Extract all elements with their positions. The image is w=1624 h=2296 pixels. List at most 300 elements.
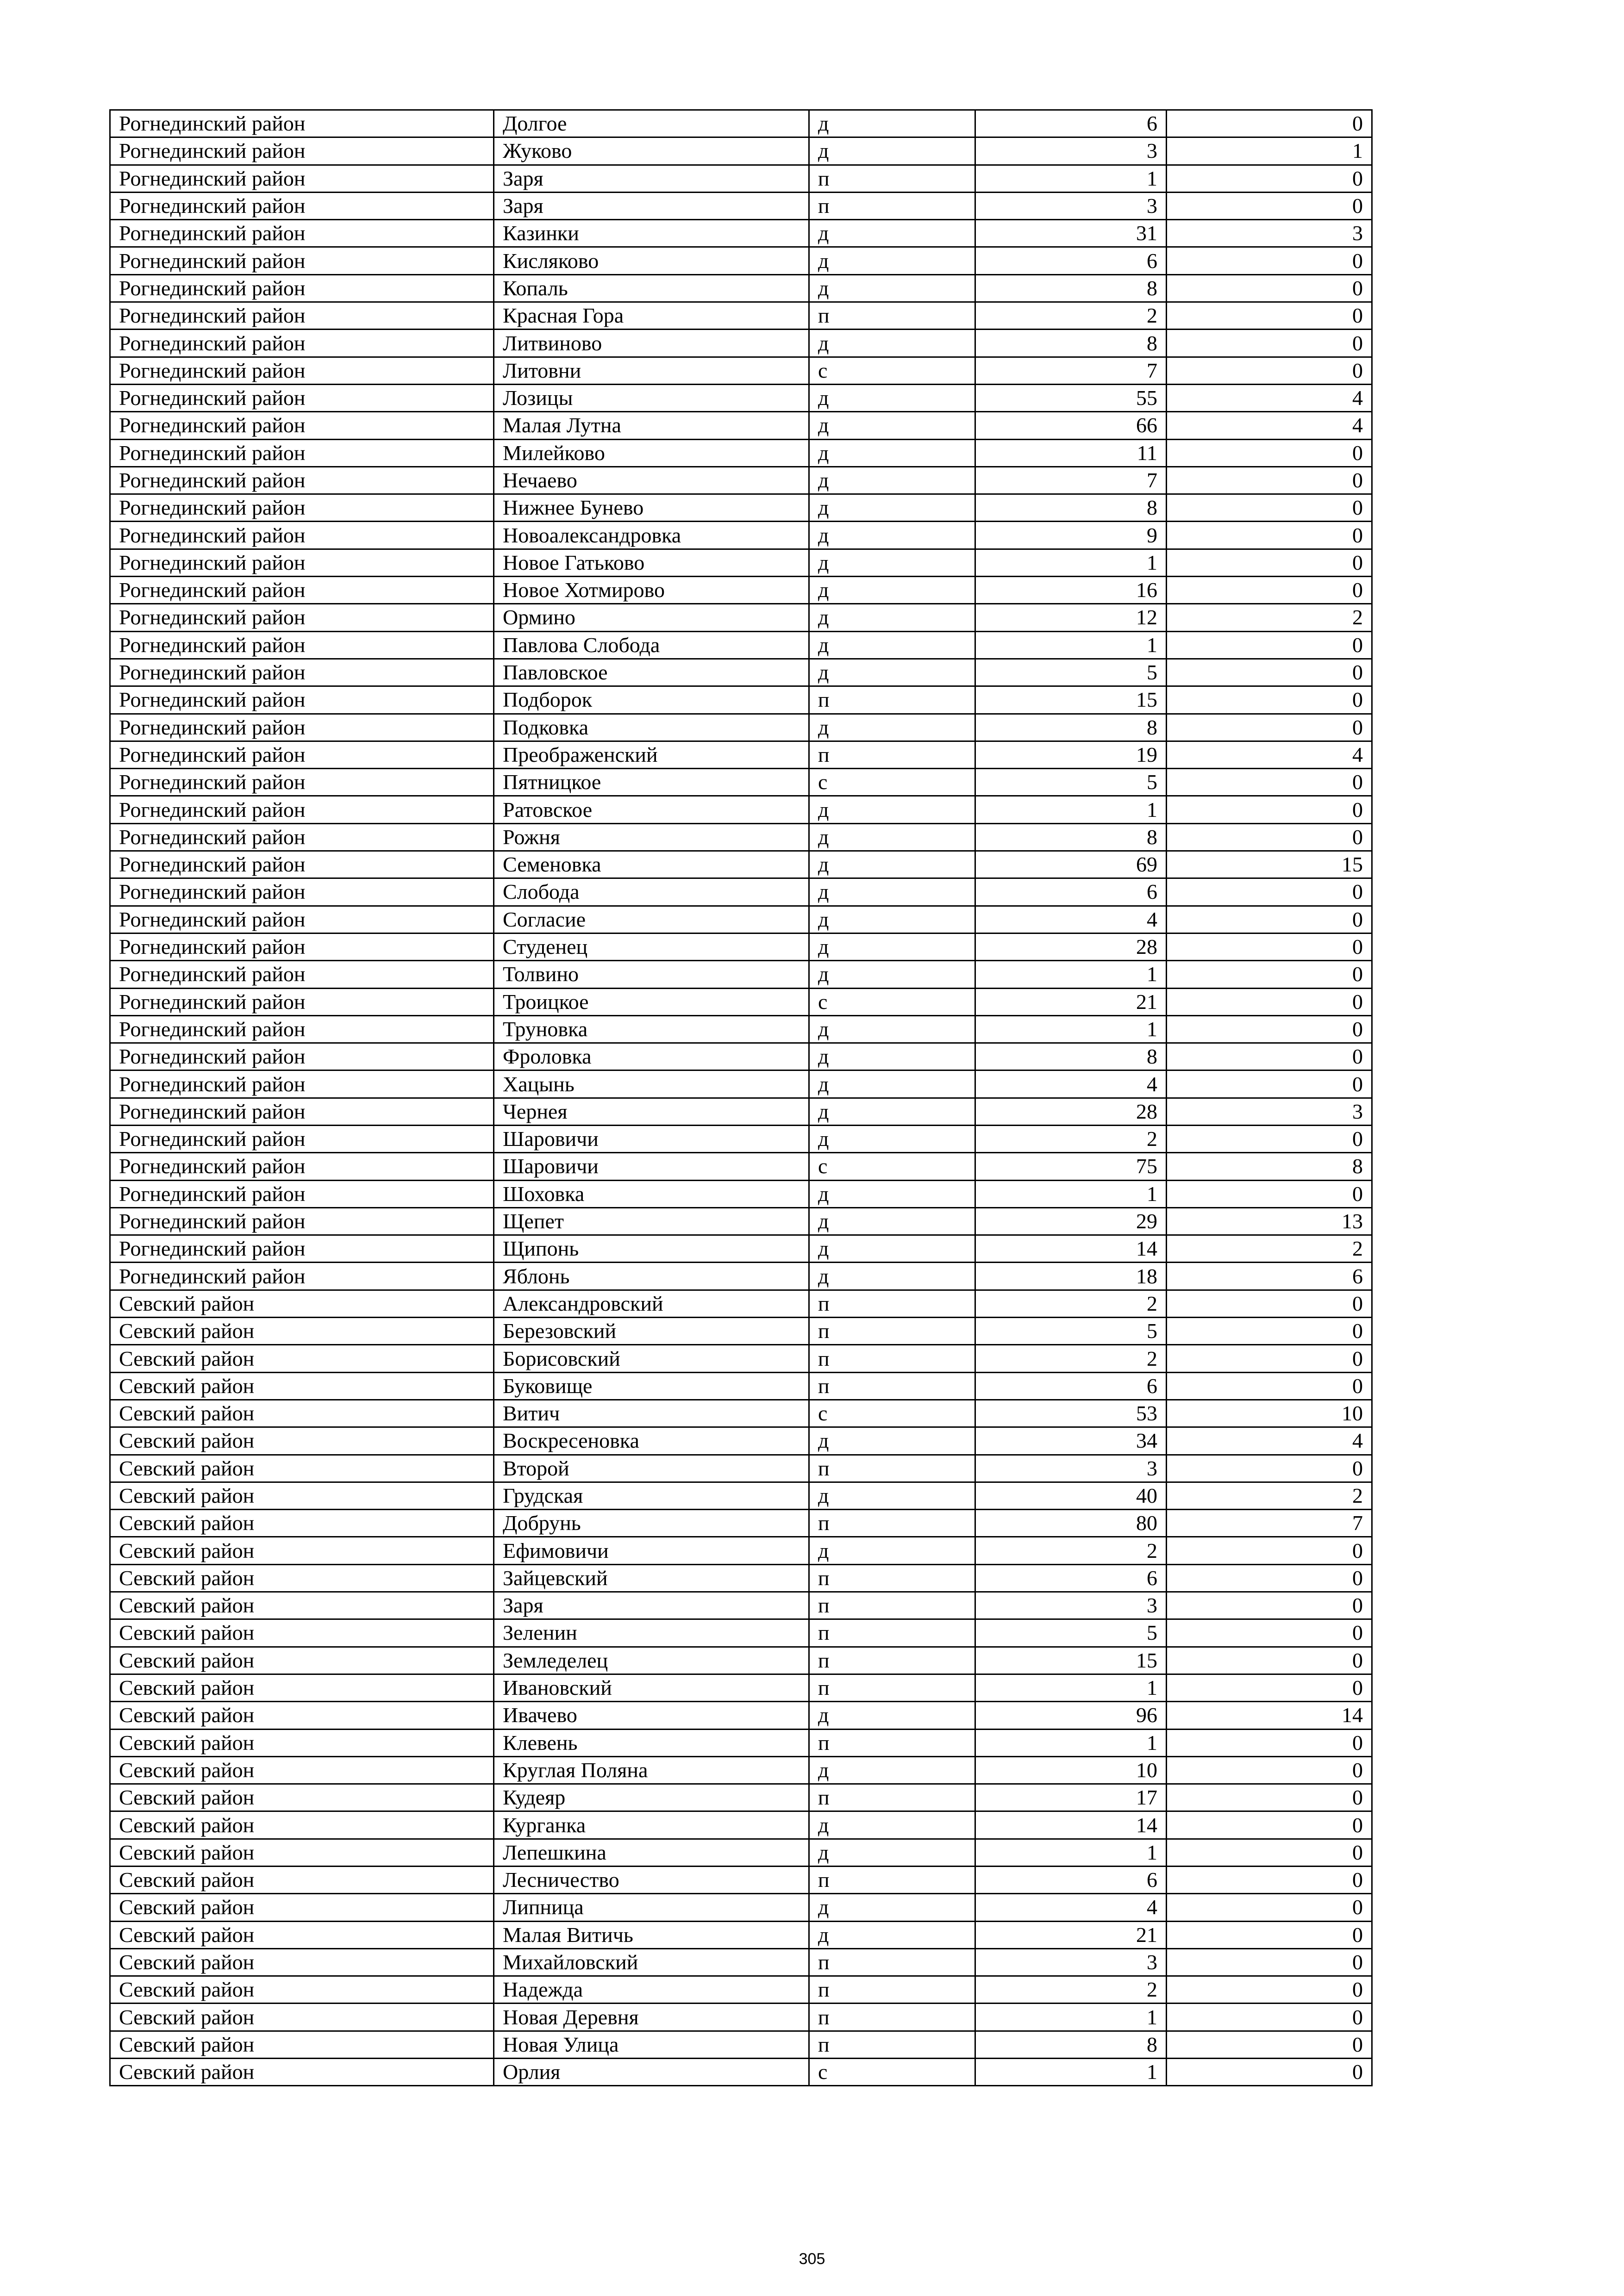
settlement-cell: Ефимовичи [494, 1537, 809, 1564]
count-cell: 15 [975, 1647, 1167, 1674]
settlement-cell: Нечаево [494, 467, 809, 494]
district-cell: Севский район [110, 1510, 494, 1537]
count-cell: 16 [975, 577, 1167, 604]
count2-cell: 0 [1167, 659, 1372, 686]
table-row [110, 1564, 1372, 1592]
count2-cell: 0 [1167, 1729, 1372, 1756]
type-cell: д [809, 1070, 975, 1098]
type-cell: д [809, 714, 975, 741]
settlement-cell: Второй [494, 1455, 809, 1482]
settlement-cell: Труновка [494, 1015, 809, 1043]
count2-cell: 0 [1167, 1921, 1372, 1948]
settlement-cell: Шоховка [494, 1180, 809, 1207]
count-cell: 6 [975, 1564, 1167, 1592]
count2-cell: 4 [1167, 384, 1372, 411]
type-cell: д [809, 220, 975, 247]
settlement-cell: Заря [494, 165, 809, 192]
count2-cell: 0 [1167, 1125, 1372, 1152]
count2-cell: 0 [1167, 549, 1372, 576]
type-cell: п [809, 1948, 975, 1976]
table-row [110, 1153, 1372, 1180]
table-row [110, 933, 1372, 960]
type-cell: д [809, 1894, 975, 1921]
type-cell: д [809, 439, 975, 467]
settlement-cell: Ивановский [494, 1674, 809, 1701]
table-row [110, 1455, 1372, 1482]
count2-cell: 0 [1167, 906, 1372, 933]
district-cell: Севский район [110, 2059, 494, 2086]
settlement-cell: Фроловка [494, 1043, 809, 1070]
count-cell: 14 [975, 1811, 1167, 1839]
type-cell: д [809, 137, 975, 165]
count-cell: 1 [975, 1015, 1167, 1043]
district-cell: Рогнединский район [110, 988, 494, 1015]
count2-cell: 0 [1167, 1345, 1372, 1372]
table-row [110, 1345, 1372, 1372]
district-cell: Рогнединский район [110, 1098, 494, 1125]
type-cell: д [809, 631, 975, 659]
count2-cell: 0 [1167, 1894, 1372, 1921]
count-cell: 8 [975, 1043, 1167, 1070]
table-row [110, 1921, 1372, 1948]
table-row [110, 1592, 1372, 1619]
district-cell: Рогнединский район [110, 192, 494, 219]
count2-cell: 0 [1167, 631, 1372, 659]
settlement-cell: Рожня [494, 823, 809, 851]
district-cell: Севский район [110, 1811, 494, 1839]
table-row [110, 1427, 1372, 1455]
count-cell: 5 [975, 659, 1167, 686]
settlement-cell: Студенец [494, 933, 809, 960]
count-cell: 1 [975, 1839, 1167, 1866]
district-cell: Рогнединский район [110, 1263, 494, 1290]
district-cell: Рогнединский район [110, 1015, 494, 1043]
count-cell: 1 [975, 1729, 1167, 1756]
district-cell: Севский район [110, 1894, 494, 1921]
settlement-cell: Воскресеновка [494, 1427, 809, 1455]
type-cell: д [809, 467, 975, 494]
count-cell: 75 [975, 1153, 1167, 1180]
count2-cell: 0 [1167, 1592, 1372, 1619]
count2-cell: 0 [1167, 577, 1372, 604]
type-cell: с [809, 357, 975, 384]
count2-cell: 8 [1167, 1153, 1372, 1180]
settlement-cell: Орлия [494, 2059, 809, 2086]
settlement-cell: Лесничество [494, 1867, 809, 1894]
table-row [110, 274, 1372, 302]
district-cell: Рогнединский район [110, 604, 494, 631]
district-cell: Рогнединский район [110, 878, 494, 906]
table-row [110, 1948, 1372, 1976]
table-row [110, 878, 1372, 906]
count-cell: 8 [975, 823, 1167, 851]
count-cell: 14 [975, 1235, 1167, 1263]
type-cell: д [809, 1921, 975, 1948]
table-row [110, 769, 1372, 796]
table-row [110, 1263, 1372, 1290]
table-row [110, 604, 1372, 631]
count2-cell: 0 [1167, 274, 1372, 302]
count-cell: 5 [975, 1318, 1167, 1345]
type-cell: п [809, 1647, 975, 1674]
count-cell: 1 [975, 961, 1167, 988]
settlement-cell: Липница [494, 1894, 809, 1921]
count-cell: 6 [975, 1372, 1167, 1400]
type-cell: д [809, 1235, 975, 1263]
district-cell: Севский район [110, 1674, 494, 1701]
table-row [110, 549, 1372, 576]
table-row [110, 988, 1372, 1015]
table-row [110, 1235, 1372, 1263]
district-cell: Рогнединский район [110, 467, 494, 494]
settlement-cell: Зеленин [494, 1619, 809, 1647]
count2-cell: 0 [1167, 1015, 1372, 1043]
district-cell: Севский район [110, 1427, 494, 1455]
count2-cell: 0 [1167, 192, 1372, 219]
district-cell: Рогнединский район [110, 494, 494, 522]
count2-cell: 0 [1167, 165, 1372, 192]
type-cell: п [809, 1290, 975, 1317]
table-row [110, 906, 1372, 933]
table-row [110, 823, 1372, 851]
count-cell: 6 [975, 110, 1167, 137]
count2-cell: 0 [1167, 1043, 1372, 1070]
count2-cell: 0 [1167, 1318, 1372, 1345]
table-row [110, 961, 1372, 988]
district-cell: Рогнединский район [110, 741, 494, 768]
count-cell: 3 [975, 137, 1167, 165]
count2-cell: 0 [1167, 1290, 1372, 1317]
district-cell: Севский район [110, 1592, 494, 1619]
type-cell: п [809, 1455, 975, 1482]
settlement-cell: Новая Деревня [494, 2004, 809, 2031]
table-row [110, 851, 1372, 878]
count2-cell: 0 [1167, 522, 1372, 549]
count-cell: 69 [975, 851, 1167, 878]
settlement-cell: Кудеяр [494, 1784, 809, 1811]
count-cell: 11 [975, 439, 1167, 467]
settlement-cell: Долгое [494, 110, 809, 137]
district-cell: Севский район [110, 1619, 494, 1647]
district-cell: Рогнединский район [110, 357, 494, 384]
type-cell: д [809, 110, 975, 137]
district-cell: Рогнединский район [110, 522, 494, 549]
count-cell: 1 [975, 165, 1167, 192]
district-cell: Рогнединский район [110, 302, 494, 330]
settlement-cell: Заря [494, 192, 809, 219]
type-cell: с [809, 2059, 975, 2086]
count-cell: 29 [975, 1207, 1167, 1235]
table-row [110, 192, 1372, 219]
type-cell: п [809, 1784, 975, 1811]
type-cell: д [809, 1482, 975, 1509]
count2-cell: 0 [1167, 988, 1372, 1015]
district-cell: Рогнединский район [110, 769, 494, 796]
settlement-cell: Казинки [494, 220, 809, 247]
count-cell: 1 [975, 796, 1167, 823]
type-cell: п [809, 1345, 975, 1372]
table-row [110, 220, 1372, 247]
table-row [110, 1702, 1372, 1729]
type-cell: с [809, 988, 975, 1015]
count2-cell: 0 [1167, 1948, 1372, 1976]
type-cell: д [809, 494, 975, 522]
type-cell: п [809, 2004, 975, 2031]
count2-cell: 3 [1167, 220, 1372, 247]
district-cell: Рогнединский район [110, 961, 494, 988]
settlement-cell: Борисовский [494, 1345, 809, 1372]
district-cell: Рогнединский район [110, 823, 494, 851]
count2-cell: 2 [1167, 1482, 1372, 1509]
district-cell: Севский район [110, 1482, 494, 1509]
type-cell: п [809, 192, 975, 219]
count2-cell: 4 [1167, 1427, 1372, 1455]
type-cell: п [809, 686, 975, 714]
table-row [110, 1207, 1372, 1235]
count2-cell: 14 [1167, 1702, 1372, 1729]
type-cell: д [809, 1015, 975, 1043]
district-cell: Севский район [110, 1702, 494, 1729]
count-cell: 19 [975, 741, 1167, 768]
type-cell: д [809, 1537, 975, 1564]
count2-cell: 0 [1167, 1784, 1372, 1811]
type-cell: п [809, 1318, 975, 1345]
table-row [110, 165, 1372, 192]
settlement-cell: Михайловский [494, 1948, 809, 1976]
district-cell: Рогнединский район [110, 110, 494, 137]
settlement-cell: Павловское [494, 659, 809, 686]
count2-cell: 4 [1167, 741, 1372, 768]
count-cell: 40 [975, 1482, 1167, 1509]
count2-cell: 0 [1167, 1372, 1372, 1400]
table-row [110, 1098, 1372, 1125]
table-row [110, 1811, 1372, 1839]
district-cell: Рогнединский район [110, 714, 494, 741]
count-cell: 2 [975, 1290, 1167, 1317]
table-row [110, 1976, 1372, 2004]
table-row [110, 137, 1372, 165]
settlement-cell: Надежда [494, 1976, 809, 2004]
settlement-cell: Милейково [494, 439, 809, 467]
count2-cell: 0 [1167, 1619, 1372, 1647]
table-row [110, 631, 1372, 659]
district-cell: Севский район [110, 1455, 494, 1482]
settlement-cell: Павлова Слобода [494, 631, 809, 659]
settlement-cell: Чернея [494, 1098, 809, 1125]
district-cell: Рогнединский район [110, 330, 494, 357]
district-cell: Севский район [110, 1318, 494, 1345]
table-row [110, 494, 1372, 522]
table-row [110, 1537, 1372, 1564]
table-row [110, 1619, 1372, 1647]
type-cell: д [809, 851, 975, 878]
count-cell: 8 [975, 714, 1167, 741]
count2-cell: 7 [1167, 1510, 1372, 1537]
count-cell: 18 [975, 1263, 1167, 1290]
settlement-cell: Витич [494, 1400, 809, 1427]
district-cell: Рогнединский район [110, 384, 494, 411]
type-cell: д [809, 796, 975, 823]
type-cell: д [809, 1427, 975, 1455]
count2-cell: 0 [1167, 1070, 1372, 1098]
settlement-cell: Красная Гора [494, 302, 809, 330]
count2-cell: 0 [1167, 933, 1372, 960]
district-cell: Севский район [110, 1290, 494, 1317]
table-row [110, 659, 1372, 686]
count2-cell: 0 [1167, 2031, 1372, 2058]
settlement-cell: Малая Лутна [494, 412, 809, 439]
type-cell: д [809, 659, 975, 686]
count2-cell: 0 [1167, 1674, 1372, 1701]
count2-cell: 0 [1167, 110, 1372, 137]
count-cell: 2 [975, 302, 1167, 330]
table-row [110, 2004, 1372, 2031]
count2-cell: 0 [1167, 1564, 1372, 1592]
settlement-cell: Ормино [494, 604, 809, 631]
count-cell: 5 [975, 1619, 1167, 1647]
type-cell: д [809, 577, 975, 604]
district-cell: Рогнединский район [110, 686, 494, 714]
count2-cell: 0 [1167, 1839, 1372, 1866]
settlement-cell: Щепет [494, 1207, 809, 1235]
district-cell: Рогнединский район [110, 137, 494, 165]
type-cell: д [809, 933, 975, 960]
count2-cell: 0 [1167, 1647, 1372, 1674]
count-cell: 8 [975, 494, 1167, 522]
count-cell: 9 [975, 522, 1167, 549]
table-row [110, 1729, 1372, 1756]
settlement-cell: Заря [494, 1592, 809, 1619]
settlement-cell: Подборок [494, 686, 809, 714]
settlement-cell: Клевень [494, 1729, 809, 1756]
count2-cell: 10 [1167, 1400, 1372, 1427]
count-cell: 8 [975, 274, 1167, 302]
district-cell: Рогнединский район [110, 1153, 494, 1180]
district-cell: Севский район [110, 1400, 494, 1427]
table-row [110, 467, 1372, 494]
type-cell: д [809, 274, 975, 302]
count-cell: 12 [975, 604, 1167, 631]
table-row [110, 1400, 1372, 1427]
settlement-cell: Троицкое [494, 988, 809, 1015]
type-cell: д [809, 384, 975, 411]
table-row [110, 1647, 1372, 1674]
district-cell: Севский район [110, 1345, 494, 1372]
settlement-cell: Зайцевский [494, 1564, 809, 1592]
count-cell: 6 [975, 878, 1167, 906]
district-cell: Рогнединский район [110, 220, 494, 247]
district-cell: Севский район [110, 2004, 494, 2031]
type-cell: п [809, 741, 975, 768]
district-cell: Севский район [110, 1784, 494, 1811]
count-cell: 8 [975, 330, 1167, 357]
count-cell: 28 [975, 1098, 1167, 1125]
table-row [110, 110, 1372, 137]
table-row [110, 2031, 1372, 2058]
count2-cell: 2 [1167, 1235, 1372, 1263]
type-cell: п [809, 1867, 975, 1894]
settlement-cell: Лозицы [494, 384, 809, 411]
count-cell: 4 [975, 1894, 1167, 1921]
settlement-cell: Подковка [494, 714, 809, 741]
type-cell: д [809, 823, 975, 851]
settlement-cell: Ратовское [494, 796, 809, 823]
count2-cell: 0 [1167, 247, 1372, 274]
type-cell: п [809, 1592, 975, 1619]
count-cell: 4 [975, 1070, 1167, 1098]
count2-cell: 0 [1167, 330, 1372, 357]
count2-cell: 0 [1167, 357, 1372, 384]
count-cell: 5 [975, 769, 1167, 796]
table-row [110, 1043, 1372, 1070]
count-cell: 21 [975, 1921, 1167, 1948]
district-cell: Рогнединский район [110, 165, 494, 192]
table-row [110, 1070, 1372, 1098]
table-row [110, 1894, 1372, 1921]
type-cell: п [809, 1510, 975, 1537]
district-cell: Севский район [110, 1564, 494, 1592]
type-cell: с [809, 1400, 975, 1427]
type-cell: с [809, 769, 975, 796]
count-cell: 3 [975, 1455, 1167, 1482]
count-cell: 1 [975, 1180, 1167, 1207]
count2-cell: 6 [1167, 1263, 1372, 1290]
type-cell: д [809, 522, 975, 549]
settlement-cell: Добрунь [494, 1510, 809, 1537]
district-cell: Рогнединский район [110, 1125, 494, 1152]
district-cell: Рогнединский район [110, 933, 494, 960]
count2-cell: 3 [1167, 1098, 1372, 1125]
count-cell: 3 [975, 192, 1167, 219]
settlement-cell: Слобода [494, 878, 809, 906]
table-row [110, 577, 1372, 604]
table-row [110, 2059, 1372, 2086]
type-cell: д [809, 1702, 975, 1729]
count2-cell: 0 [1167, 2059, 1372, 2086]
settlement-cell: Толвино [494, 961, 809, 988]
table-row [110, 1674, 1372, 1701]
district-cell: Рогнединский район [110, 274, 494, 302]
district-cell: Рогнединский район [110, 1180, 494, 1207]
count-cell: 2 [975, 1125, 1167, 1152]
type-cell: д [809, 549, 975, 576]
table-row [110, 1015, 1372, 1043]
settlement-cell: Копаль [494, 274, 809, 302]
table-row [110, 1756, 1372, 1784]
type-cell: п [809, 1729, 975, 1756]
table-row [110, 1372, 1372, 1400]
table-row [110, 522, 1372, 549]
settlement-cell: Яблонь [494, 1263, 809, 1290]
count-cell: 15 [975, 686, 1167, 714]
settlement-cell: Буковище [494, 1372, 809, 1400]
count2-cell: 0 [1167, 714, 1372, 741]
table-row [110, 1125, 1372, 1152]
settlements-table [109, 109, 1373, 2086]
type-cell: д [809, 878, 975, 906]
district-cell: Рогнединский район [110, 906, 494, 933]
table-row [110, 357, 1372, 384]
type-cell: д [809, 906, 975, 933]
settlement-cell: Пятницкое [494, 769, 809, 796]
table-row [110, 1290, 1372, 1317]
district-cell: Севский район [110, 1839, 494, 1866]
count2-cell: 0 [1167, 467, 1372, 494]
table-row [110, 686, 1372, 714]
type-cell: п [809, 2031, 975, 2058]
count-cell: 53 [975, 1400, 1167, 1427]
district-cell: Рогнединский район [110, 577, 494, 604]
